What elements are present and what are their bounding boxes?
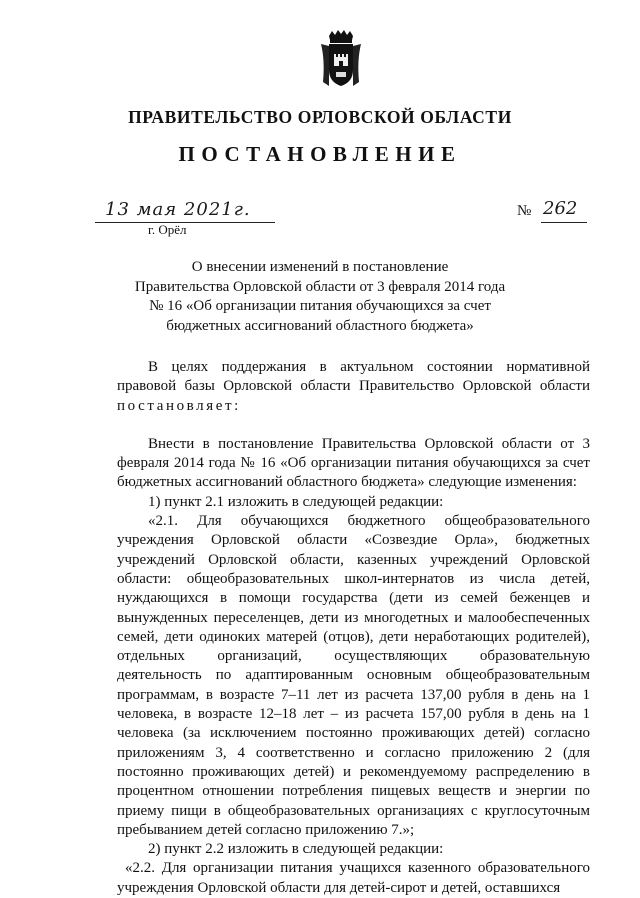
subject-line: бюджетных ассигнований областного бюджета»	[166, 317, 474, 334]
date-field	[95, 201, 275, 223]
subject-line: Правительства Орловской области от 3 февраля 2014 года	[134, 278, 506, 295]
number-sign: №	[517, 203, 532, 219]
preamble-paragraph: В целях поддержания в актуальном состоянии нормативной правовой базы Орловской области Правительство Орловской области	[117, 359, 590, 395]
coat-of-arms-icon	[319, 30, 363, 88]
list-item: 1) пункт 2.1 изложить в следующей редакции:	[148, 493, 444, 510]
document-type: ПОСТАНОВЛЕНИЕ	[178, 142, 462, 166]
city-label: г. Орёл	[148, 222, 187, 237]
amendment-paragraph: «2.1. Для обучающихся бюджетного общеобразовательного учреждения Орловской области «Созвездие Орла», бюджетных учреждений Орловской области, казенных учреждений Орловской области: общеобразовательных школ-интернатов из числа детей, нуждающихся в помощи государства (дети из семей беженцев и вынужденных переселенцев, дети из многодетных и малообеспеченных семей, дети одиноких матерей (отцов), дети неработающих родителей), отдельных организаций, осуществляющих образовательную деятельность по адаптированным основным общеобразовательным программам, в возрасте 7–11 лет из расчета 137,00 рубля в день на 1 человека, в возрасте 12–18 лет – из расчета 157,00 рубля в день на 1 человека (за исключением постоянно проживающих детей) согласно приложениям 3, 4 соответственно и согласно приложению 2 (для постоянно проживающих детей) и рекомендуемому распределению в процентном отношении потребления пищевых веществ и энергии по приему пищи в общеобразовательных организациях с круглосуточным пребыванием детей согласно приложению 7.»;	[117, 513, 590, 838]
document-body	[117, 358, 590, 898]
intro-paragraph: Внести в постановление Правительства Орловской области от 3 февраля 2014 года № 16 «Об организации питания обучающихся за счет бюджетных ассигнований областного бюджета» следующие изменения:	[117, 435, 590, 491]
document-subject	[0, 258, 640, 336]
handwritten-number: 262	[543, 198, 578, 219]
government-title: ПРАВИТЕЛЬСТВО ОРЛОВСКОЙ ОБЛАСТИ	[128, 107, 512, 127]
number-field	[517, 198, 587, 223]
subject-line: О внесении изменений в постановление	[191, 259, 449, 275]
number-underline	[541, 222, 587, 223]
subject-line: № 16 «Об организации питания обучающихся за счет	[149, 298, 491, 314]
handwritten-date: 13 мая 2021г.	[105, 199, 251, 220]
resolves-word: постановляет:	[117, 397, 241, 414]
amendment-paragraph: «2.2. Для организации питания учащихся казенного образовательного учреждения Орловской области для детей-сирот и детей, оставшихся	[117, 860, 590, 896]
list-item: 2) пункт 2.2 изложить в следующей редакции:	[148, 841, 444, 858]
